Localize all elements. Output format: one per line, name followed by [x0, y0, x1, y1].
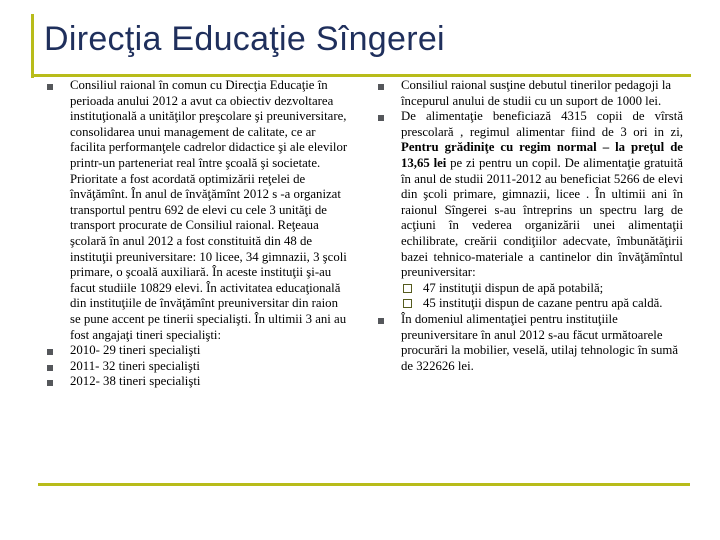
square-bullet-icon: [378, 84, 384, 90]
list-item: [371, 109, 683, 312]
list-item-text: Consiliul raional în comun cu Direcţia Educaţie în perioada anului 2012 a avut ca obiectiv dezvoltarea instituţională a unităţilor preşcolare şi preuniversitare, consolidarea unui management de calitate, ce ar facilita performanţele cadrelor didactice şi ale elevilor printr-un parteneriat real între şcoală şi societate. Prioritate a fost acordată optimizării reţelei de învăţămînt. În anul de învăţămînt 2012 s -a organizat transportul pentru 692 de elevi cu cele 3 unităţi de transport procurate de Consiliul raional. Reţeaua şcolară în anul 2012 a fost constituită din 48 de instituţii preuniversitare: 10 licee, 34 gimnazii, 3 şcoli primare, o şcoală auxiliară. În aceste instituţii şi-au facut studiile 10829 elevi. În activitatea educaţională din instituţiile de învăţămînt preuniversitar din raion se pune accent pe tinerii specialişti. În ultimii 3 ani au fost angajaţi tineri specialişti:: [70, 78, 348, 342]
left-column: [40, 78, 350, 390]
page-title: Direcţia Educaţie Sîngerei: [44, 20, 445, 58]
checkbox-bullet-icon: [403, 299, 412, 308]
right-column: [371, 78, 683, 374]
sub-list-item: [401, 281, 683, 297]
title-underline-rule: [31, 74, 691, 77]
square-bullet-icon: [47, 349, 53, 355]
right-bullet-list: [371, 78, 683, 374]
list-item-bold-text: Pentru grădiniţe cu regim normal – la preţul de 13,65 lei: [401, 140, 683, 170]
list-item-text: În domeniul alimentaţiei pentru instituţiile preuniversitare în anul 2012 s-au făcut următoarele procurări la mobilier, veselă, utilaj tehnologic în sumă de 322626 lei.: [401, 311, 679, 373]
square-bullet-icon: [378, 115, 384, 121]
sub-list-item-text: 47 instituţii dispun de apă potabilă;: [423, 280, 604, 295]
sub-list-item-text: 45 instituţii dispun de cazane pentru apă caldă.: [423, 296, 663, 311]
list-item: [40, 374, 350, 390]
list-item: [371, 312, 683, 374]
list-item-text: 2012- 38 tineri specialişti: [70, 374, 201, 389]
list-item: [371, 78, 683, 109]
square-bullet-icon: [47, 365, 53, 371]
square-bullet-icon: [47, 380, 53, 386]
list-item-text: Consiliul raional susţine debutul tinerilor pedagoji la începurul anului de studii cu un suport de 1000 lei.: [401, 78, 672, 108]
sub-bullet-list: [401, 281, 683, 312]
bottom-rule: [38, 483, 690, 486]
square-bullet-icon: [378, 318, 384, 324]
checkbox-bullet-icon: [403, 284, 412, 293]
list-item: [40, 78, 350, 343]
square-bullet-icon: [47, 84, 53, 90]
left-bullet-list: [40, 78, 350, 390]
list-item-text: pe zi pentru un copil. De alimentaţie gratuită în anul de studii 2011-2012 au beneficiat 5266 de elevi din şcoli primare, gimnazii, licee . În ultimii ani în raionul Sîngerei s-au întreprins un spectru larg de acţiuni în vederea organizării unei alimentaţii echilibrate, creării condiţiilor adecvate, îmbunătăţirii bazei tehnico-materiale a cantinelor din învăţămîntul preuniversitar:: [401, 155, 683, 280]
list-item-text: 2010- 29 tineri specialişti: [70, 343, 201, 358]
list-item-text: De alimentaţie beneficiază 4315 copii de vîrstă prescolară , regimul alimentar fiind de 3 ori in zi,: [401, 109, 683, 139]
title-accent-rule: [31, 14, 34, 78]
sub-list-item: [401, 296, 683, 312]
list-item: [40, 359, 350, 375]
list-item-text: 2011- 32 tineri specialişti: [70, 358, 200, 373]
list-item: [40, 343, 350, 359]
